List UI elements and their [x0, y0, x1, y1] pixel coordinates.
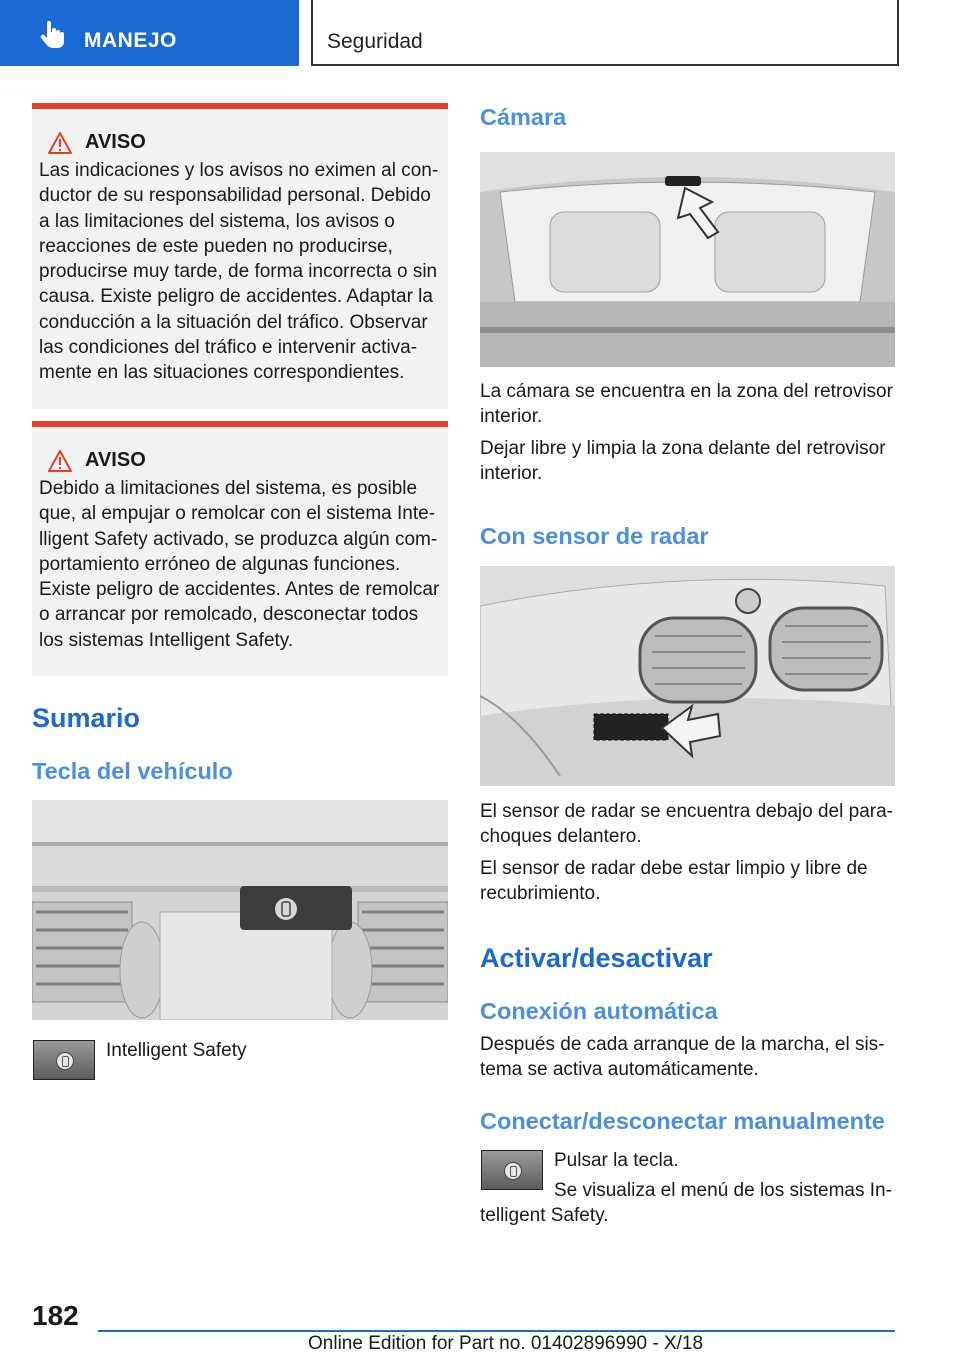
key-label: Intelligent Safety	[106, 1040, 247, 1061]
warning-title: AVISO	[85, 449, 146, 471]
auto-connect-text: Después de cada arranque de la marcha, el sistema se activa automáticamente.	[480, 1034, 885, 1081]
page-number: 182	[32, 1300, 79, 1331]
warning-title: AVISO	[85, 131, 146, 153]
camera-text-2: Dejar libre y limpia la zona delante del retrovisor interior.	[480, 438, 886, 485]
footer-rule	[98, 1330, 895, 1332]
camera-text-1: La cámara se encuentra en la zona del retrovisor interior.	[480, 381, 893, 428]
radar-sensor-figure	[480, 566, 895, 786]
warning-text: Las indicaciones y los avisos no eximen al conductor de su responsabilidad personal. Debido a las limitaciones del sistema, los avisos o reacciones de este pueden no producirse, producirse muy tarde, de forma incorrecta o sin causa. Existe peligro de accidentes. Adaptar la conducción a la situación del tráfico. Observar las condiciones del tráfico e intervenir activamente en las situaciones correspondientes.	[39, 160, 439, 384]
section-label: MANEJO	[84, 29, 177, 52]
footer-edition: Online Edition for Part no. 01402896990 - X/18	[308, 1333, 704, 1354]
manual-text-2: Se visualiza el menú de los sistemas Intelligent Safety.	[480, 1180, 892, 1227]
topic-label: Seguridad	[327, 30, 423, 53]
auto-connect-heading: Conexión automática	[480, 998, 718, 1024]
dashboard-button-figure	[32, 800, 448, 1020]
warning-box	[32, 421, 448, 676]
radar-text-1: El sensor de radar se encuentra debajo del parachoques delantero.	[480, 801, 893, 848]
manual-connect-heading: Conectar/desconectar manualmente	[480, 1108, 885, 1134]
topic-header	[311, 0, 899, 66]
radar-text-2: El sensor de radar debe estar limpio y libre de recubrimiento.	[480, 858, 868, 905]
warning-icon	[48, 132, 72, 154]
section-tab[interactable]	[0, 0, 299, 66]
camera-figure	[480, 152, 895, 367]
manual-text-1: Pulsar la tecla.	[554, 1150, 679, 1171]
subsection-heading: Tecla del vehículo	[32, 758, 233, 784]
warning-box	[32, 103, 448, 409]
warning-text: Debido a limitaciones del sistema, es posible que, al empujar o remolcar con el sistema Intelligent Safety activado, se produzca algún comportamiento erróneo de algunas funciones. Existe peligro de accidentes. Antes de remolcar o arrancar por remolcado, desconectar todos los sistemas Intelligent Safety.	[39, 478, 440, 651]
activate-heading: Activar/desactivar	[480, 943, 713, 973]
section-heading: Sumario	[32, 703, 141, 733]
warning-icon	[48, 450, 72, 472]
camera-heading: Cámara	[480, 104, 567, 130]
intelligent-safety-key-icon	[33, 1040, 95, 1080]
hand-pointer-icon	[38, 20, 66, 48]
radar-heading: Con sensor de radar	[480, 523, 709, 549]
